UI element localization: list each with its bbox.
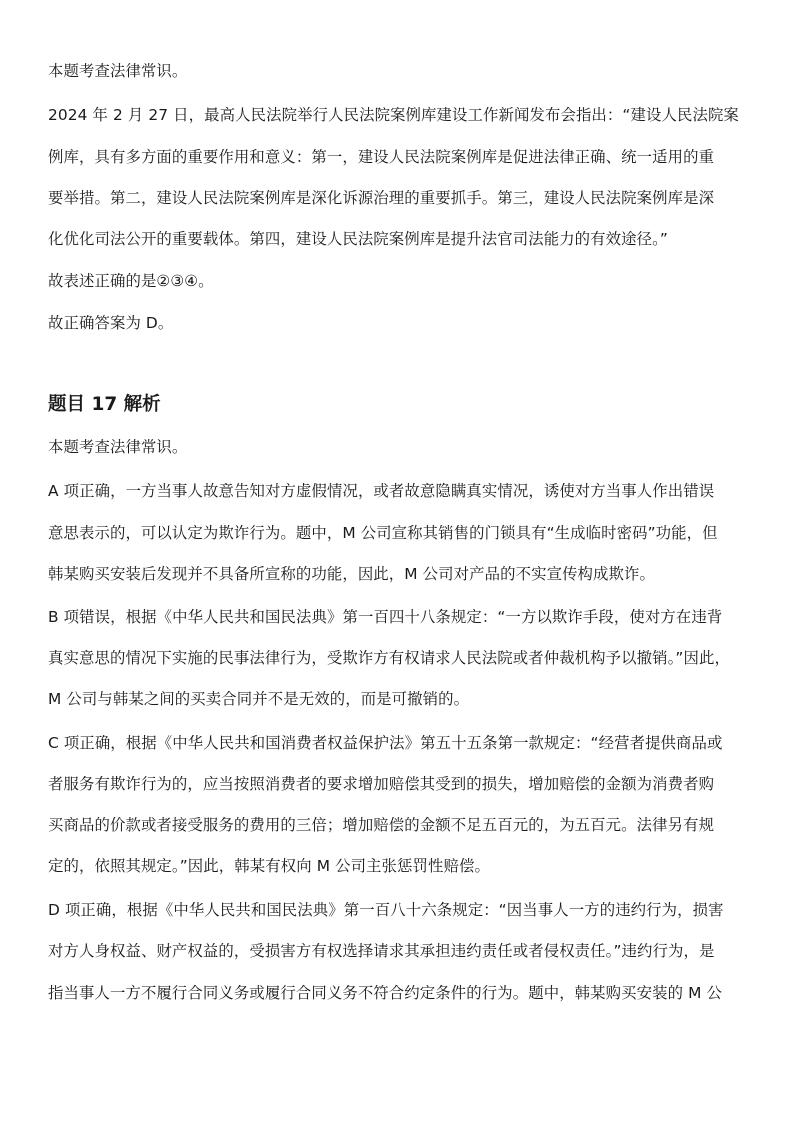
- text-line: 例库，具有多方面的重要作用和意义：第一，建设人民法院案例库是促进法律正确、统一适用的重: [48, 148, 715, 166]
- text-line: 本题考查法律常识。: [48, 62, 188, 80]
- text-line: 对方人身权益、财产权益的，受损害方有权选择请求其承担违约责任或者侵权责任。”违约行为，是: [48, 942, 715, 960]
- text-line: 买商品的价款或者接受服务的费用的三倍；增加赔偿的金额不足五百元的，为五百元。法律另有规: [48, 816, 715, 834]
- text-line: 要举措。第二，建设人民法院案例库是深化诉源治理的重要抓手。第三，建设人民法院案例库是深: [48, 189, 715, 207]
- text-line: M 公司与韩某之间的买卖合同并不是无效的，而是可撤销的。: [48, 690, 470, 708]
- text-line: 真实意思的情况下实施的民事法律行为，受欺诈方有权请求人民法院或者仲裁机构予以撤销。”因此，: [48, 649, 730, 667]
- text-line: A 项正确，一方当事人故意告知对方虚假情况，或者故意隐瞒真实情况，诱使对方当事人作出错误: [48, 482, 715, 500]
- section-heading: 题目 17 解析: [48, 394, 161, 415]
- text-line: 韩某购买安装后发现并不具备所宣称的功能，因此，M 公司对产品的不实宣传构成欺诈。: [48, 565, 656, 583]
- text-line: C 项正确，根据《中华人民共和国消费者权益保护法》第五十五条第一款规定：“经营者提供商品或: [48, 734, 723, 752]
- text-line: D 项正确，根据《中华人民共和国民法典》第一百八十六条规定：“因当事人一方的违约行为，损害: [48, 901, 724, 919]
- text-line: 化优化司法公开的重要载体。第四，建设人民法院案例库是提升法官司法能力的有效途径。”: [48, 230, 668, 248]
- text-line: 意思表示的，可以认定为欺诈行为。题中，M 公司宣称其销售的门锁具有“生成临时密码”功能，但: [48, 524, 718, 542]
- text-line: 2024 年 2 月 27 日，最高人民法院举行人民法院案例库建设工作新闻发布会指出：“建设人民法院案: [48, 106, 739, 124]
- text-line: 故表述正确的是②③④。: [48, 272, 214, 290]
- text-line: 本题考查法律常识。: [48, 438, 188, 456]
- text-line: 指当事人一方不履行合同义务或履行合同义务不符合约定条件的行为。题中，韩某购买安装的 M 公: [48, 984, 722, 1002]
- text-line: B 项错误，根据《中华人民共和国民法典》第一百四十八条规定：“一方以欺诈手段，使对方在违背: [48, 608, 723, 626]
- text-line: 者服务有欺诈行为的，应当按照消费者的要求增加赔偿其受到的损失，增加赔偿的金额为消费者购: [48, 775, 715, 793]
- text-line: 故正确答案为 D。: [48, 314, 174, 332]
- text-line: 定的，依照其规定。”因此，韩某有权向 M 公司主张惩罚性赔偿。: [48, 857, 490, 875]
